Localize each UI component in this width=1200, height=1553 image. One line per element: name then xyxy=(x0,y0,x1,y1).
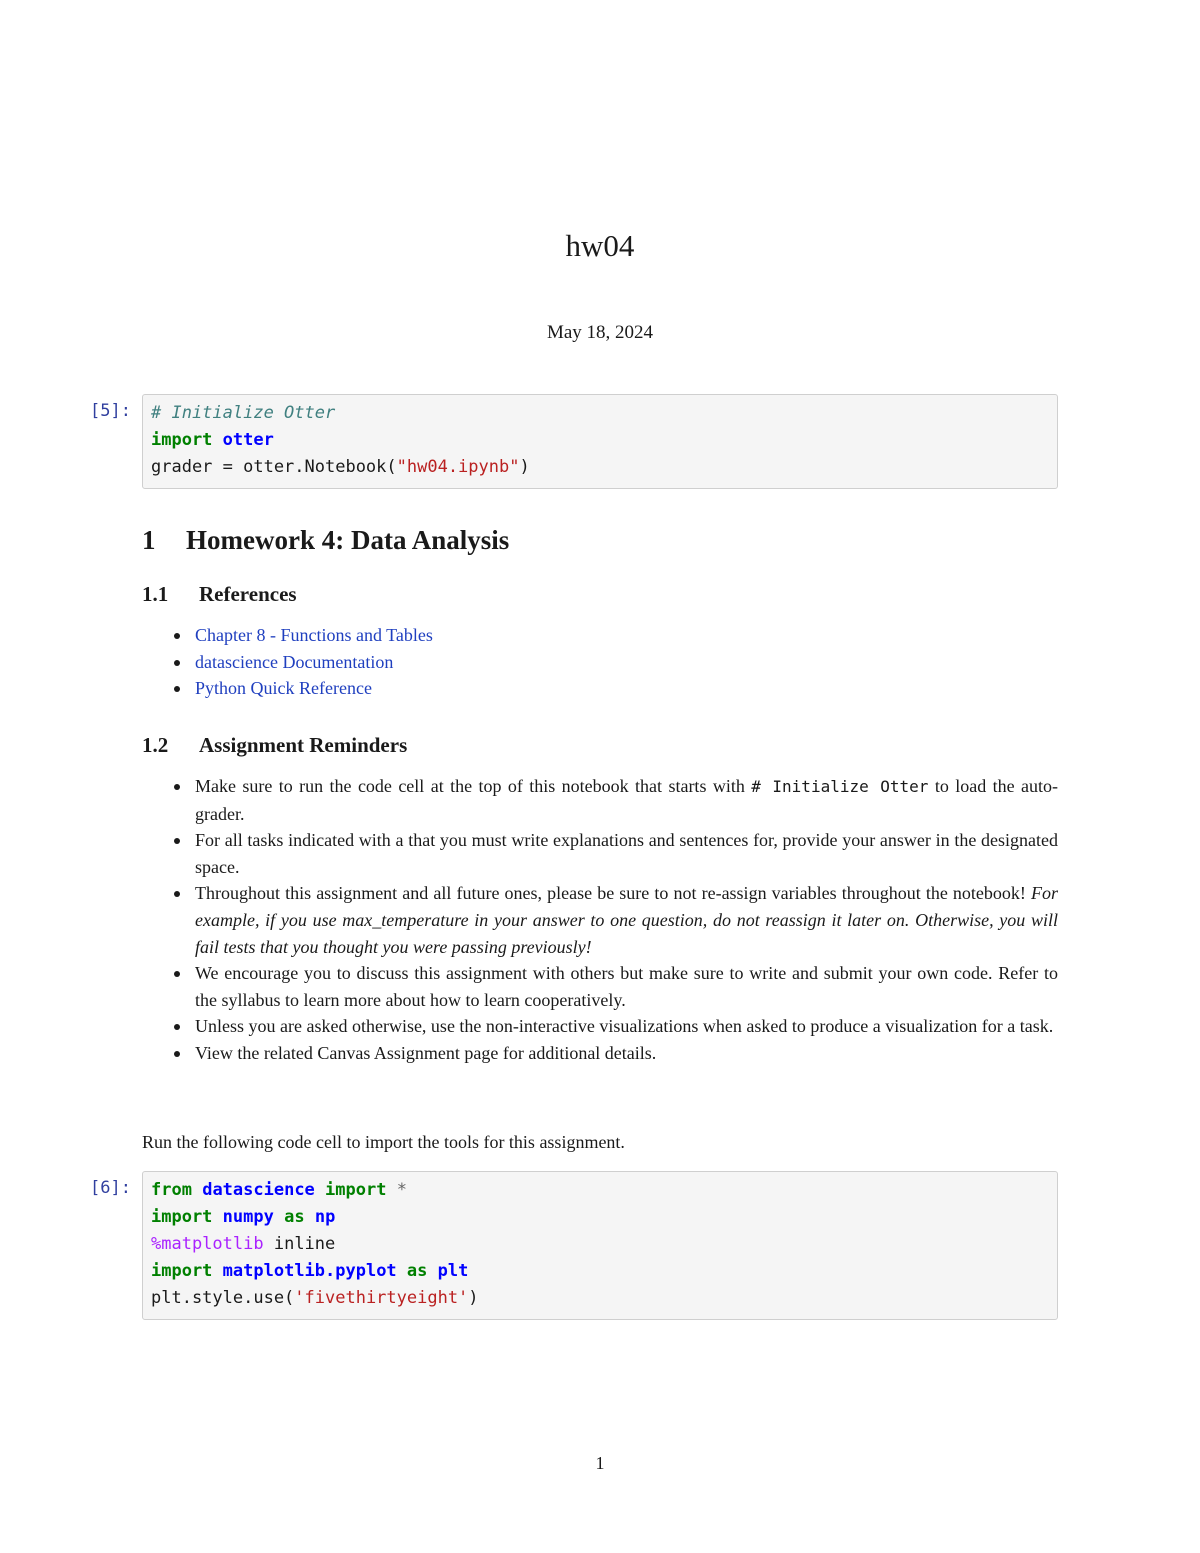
cell-prompt: [6]: xyxy=(90,1178,131,1198)
code-string: 'fivethirtyeight' xyxy=(294,1288,469,1308)
list-item: Unless you are asked otherwise, use the non-interactive visualizations when asked to produce a visualization for a task. xyxy=(170,1013,1058,1040)
code-module: numpy xyxy=(222,1207,274,1227)
code-keyword: import xyxy=(151,1207,213,1227)
list-item xyxy=(170,773,1058,827)
code-keyword: as xyxy=(284,1207,305,1227)
link-chapter-8[interactable]: Chapter 8 - Functions and Tables xyxy=(195,625,433,645)
list-item: For all tasks indicated with a that you must write explanations and sentences for, provide your answer in the designated space. xyxy=(170,827,1058,880)
document-title: hw04 xyxy=(565,228,635,263)
code-line xyxy=(151,1231,1049,1258)
code-module: matplotlib.pyplot xyxy=(222,1261,397,1281)
code-module: otter xyxy=(222,430,274,450)
section-title: Homework 4: Data Analysis xyxy=(186,525,510,555)
code-cell-imports[interactable] xyxy=(142,1171,1058,1320)
reminder-text: to load the auto-grader. xyxy=(195,776,1058,824)
list-item xyxy=(170,649,1058,676)
link-datascience-docs[interactable]: datascience Documentation xyxy=(195,651,394,672)
code-text: inline xyxy=(273,1234,336,1254)
list-item: We encourage you to discuss this assignment with others but make sure to write and submit your own code. Refer to the syllabus to learn more about how to learn cooperatively. xyxy=(170,960,1058,1013)
code-text: grader = otter.Notebook( xyxy=(151,457,397,477)
code-keyword: import xyxy=(151,1261,213,1281)
code-operator: * xyxy=(396,1180,407,1200)
subsection-title: Assignment Reminders xyxy=(199,733,408,757)
code-cell-init-otter[interactable] xyxy=(142,394,1058,489)
document-date: May 18, 2024 xyxy=(546,322,654,343)
references-list xyxy=(170,622,1058,702)
code-line xyxy=(151,1204,1049,1231)
code-string: "hw04.ipynb" xyxy=(396,457,520,477)
code-line xyxy=(151,427,1049,454)
page-number: 1 xyxy=(595,1453,605,1473)
code-module: datascience xyxy=(202,1180,315,1200)
list-item xyxy=(170,880,1058,960)
code-keyword: as xyxy=(406,1261,428,1281)
code-keyword: import xyxy=(325,1180,387,1200)
references-heading xyxy=(142,582,297,607)
run-instruction: Run the following code cell to import the tools for this assignment. xyxy=(142,1132,625,1152)
code-line xyxy=(151,1285,1049,1312)
reminders-list xyxy=(170,773,1058,1067)
reminder-text: Make sure to run the code cell at the top of this notebook that starts with xyxy=(195,776,752,796)
list-item xyxy=(170,622,1058,649)
code-line xyxy=(151,1258,1049,1285)
code-text: ) xyxy=(519,457,530,477)
reminder-emphasis: For example, if you use max_temperature in your answer to one question, do not reassign it later on. Otherwise, you will fail tests that you thought you were passing previously! xyxy=(195,883,1058,957)
list-item: View the related Canvas Assignment page for additional details. xyxy=(170,1040,1058,1067)
code-text: plt.style.use( xyxy=(151,1288,295,1308)
reminder-text: Throughout this assignment and all future ones, please be sure to not re-assign variables throughout the notebook! xyxy=(195,883,1031,904)
inline-code: # Initialize Otter xyxy=(751,777,929,796)
reminders-heading xyxy=(142,733,407,758)
section-heading xyxy=(142,525,509,556)
code-alias: plt xyxy=(437,1261,469,1281)
code-line xyxy=(151,1177,1049,1204)
code-line xyxy=(151,454,1049,481)
code-alias: np xyxy=(314,1207,336,1227)
link-python-reference[interactable]: Python Quick Reference xyxy=(195,678,372,699)
code-keyword: from xyxy=(151,1180,192,1200)
list-item xyxy=(170,675,1058,702)
subsection-title: References xyxy=(199,582,297,606)
subsection-number: 1.1 xyxy=(142,582,169,606)
code-keyword: import xyxy=(151,430,213,450)
code-line xyxy=(151,400,1049,427)
section-number: 1 xyxy=(142,525,156,555)
subsection-number: 1.2 xyxy=(142,733,169,757)
cell-prompt: [5]: xyxy=(90,401,131,421)
code-magic: %matplotlib xyxy=(151,1234,264,1254)
code-text: ) xyxy=(468,1288,479,1308)
code-comment: # Initialize Otter xyxy=(151,403,336,423)
